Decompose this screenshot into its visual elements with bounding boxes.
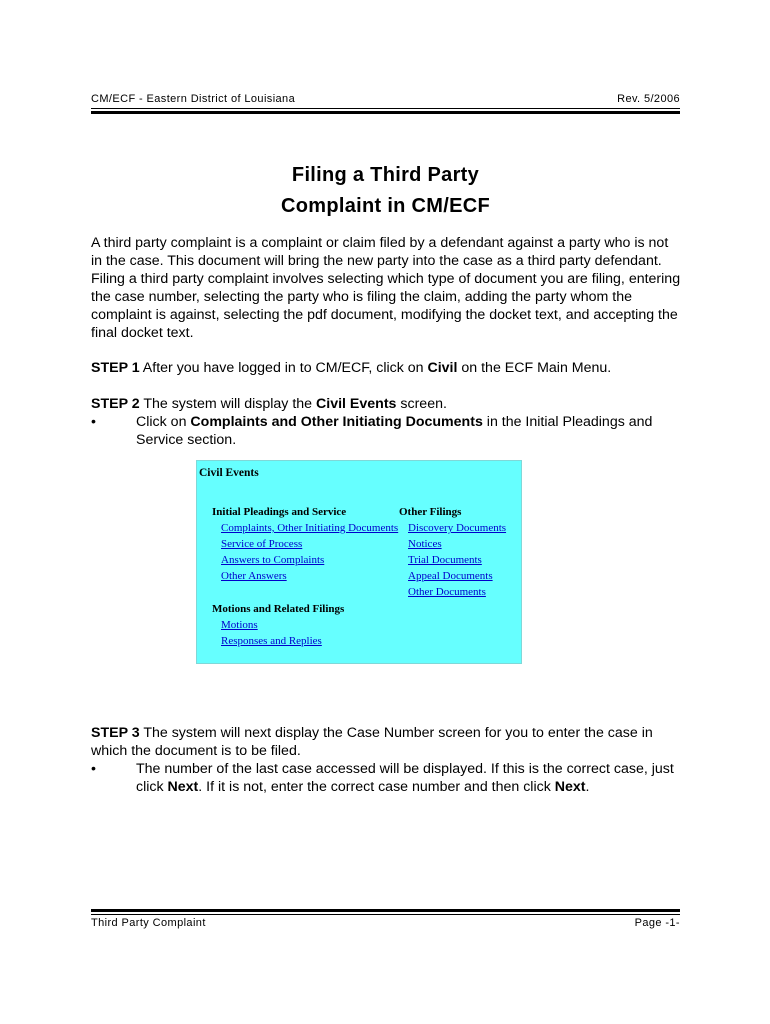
civil-events-screenshot [196, 460, 522, 664]
title-line-2: Complaint in CM/ECF [280, 195, 491, 217]
footer-right: Page -1- [634, 917, 680, 929]
step-3-bullet-bold-1: Next [167, 779, 199, 795]
link-complaints[interactable]: Complaints, Other Initiating Documents [221, 522, 399, 534]
step-2-bold: Civil Events [316, 396, 397, 412]
link-other-answers[interactable]: Other Answers [221, 570, 287, 582]
header-right: Rev. 5/2006 [617, 93, 680, 105]
link-responses-and-replies[interactable]: Responses and Replies [221, 635, 322, 647]
step-2-text-b: screen. [396, 396, 447, 412]
step-3-bullet-text-a: The number of the last case accessed will be displayed. If this is the correct case, just click [136, 761, 674, 795]
link-notices[interactable]: Notices [408, 538, 442, 550]
step-1-label: STEP 1 [91, 360, 140, 376]
step-2-bullet-text-a: Click on [136, 414, 191, 430]
step-3-bullet-text-c: . [585, 779, 590, 795]
step-2-bullet-text [136, 413, 681, 449]
intro-paragraph: A third party complaint is a complaint or claim filed by a defendant against a party who is not in the case. This document will bring the new party into the case as a third party defendant. Filing a third party complaint involves selecting which type of document you are filing, entering the case number, selecting the party who is filing the claim, adding the party whom the complaint is against, selecting the pdf document, modifying the docket text, and accepting the final docket text. [91, 235, 681, 341]
step-3-bullet-bold-2: Next [554, 779, 586, 795]
step-1-bold: Civil [427, 360, 458, 376]
link-appeal-documents[interactable]: Appeal Documents [408, 570, 493, 582]
link-motions[interactable]: Motions [221, 619, 258, 631]
step-2-bullet-bold: Complaints and Other Initiating Documents [190, 414, 483, 430]
step-2 [91, 395, 681, 413]
link-answers-to-complaints[interactable]: Answers to Complaints [221, 554, 325, 566]
header-rule-thick [91, 111, 680, 114]
bullet-dot: • [91, 761, 96, 777]
other-filings-heading: Other Filings [399, 506, 462, 518]
page-title [91, 160, 680, 222]
step-1-text-a: After you have logged in to CM/ECF, click on [139, 360, 428, 376]
step-3-bullet-text-b: . If it is not, enter the correct case number and then click [198, 779, 555, 795]
step-3-text: The system will next display the Case Number screen for you to enter the case in which the document is to be filed. [91, 725, 653, 759]
step-2-bullet-text-b: in the Initial Pleadings and Service section. [136, 414, 653, 448]
header-left: CM/ECF - Eastern District of Louisiana [91, 93, 296, 105]
footer-rule-thin [91, 914, 680, 915]
step-3-bullet-text [136, 760, 681, 796]
title-line-1: Filing a Third Party [291, 164, 480, 186]
link-other-documents[interactable]: Other Documents [408, 586, 486, 598]
link-service-of-process[interactable]: Service of Process [221, 538, 303, 550]
link-trial-documents[interactable]: Trial Documents [408, 554, 482, 566]
step-1 [91, 359, 681, 377]
initial-pleadings-heading: Initial Pleadings and Service [212, 506, 347, 518]
bullet-dot: • [91, 414, 96, 430]
motions-heading: Motions and Related Filings [212, 603, 345, 615]
step-3-label: STEP 3 [91, 725, 140, 741]
step-2-label: STEP 2 [91, 396, 140, 412]
link-discovery-documents[interactable]: Discovery Documents [408, 522, 507, 534]
footer-rule-thick [91, 909, 680, 912]
footer-left: Third Party Complaint [91, 917, 206, 929]
header-rule-thin [91, 108, 680, 109]
step-3 [91, 724, 681, 760]
civil-events-title: Civil Events [199, 467, 259, 479]
step-2-text-a: The system will display the [139, 396, 317, 412]
step-1-text-b: on the ECF Main Menu. [457, 360, 612, 376]
